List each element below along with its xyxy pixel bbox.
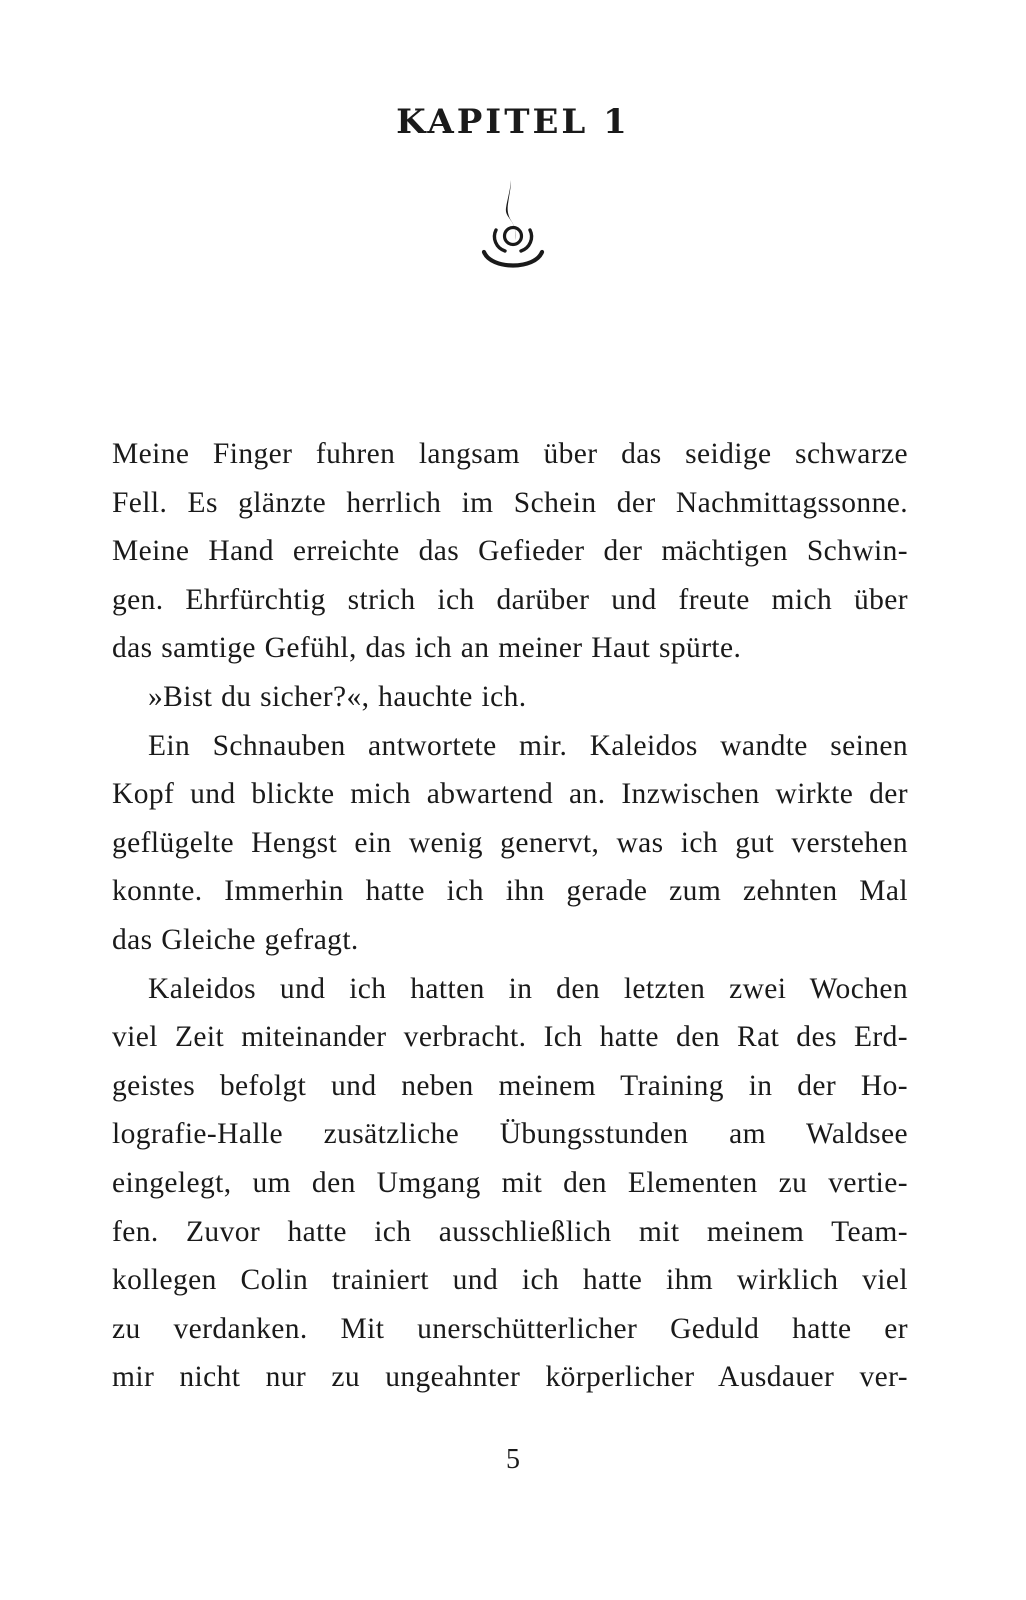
text-line: Meine Hand erreichte das Gefieder der mächtigen Schwin- [112, 535, 908, 568]
chapter-title: KAPITEL 1 [396, 102, 630, 142]
page-number: 5 [506, 1444, 520, 1475]
text-line: zu verdanken. Mit unerschütterlicher Geduld hatte er [112, 1312, 908, 1345]
text-line: fen. Zuvor hatte ich ausschließlich mit meinem Team- [112, 1215, 908, 1248]
chapter-body [112, 430, 908, 1450]
text-line: »Bist du sicher?«, hauchte ich. [148, 680, 527, 713]
text-line: geflügelte Hengst ein wenig genervt, was ich gut verstehen [112, 826, 908, 859]
text-line: Fell. Es glänzte herrlich im Schein der Nachmittagssonne. [112, 486, 908, 519]
flame-ornament-icon [477, 178, 549, 278]
text-line: das samtige Gefühl, das ich an meiner Haut spürte. [112, 632, 742, 665]
text-line: mir nicht nur zu ungeahnter körperlicher Ausdauer ver- [112, 1361, 908, 1394]
text-line: kollegen Colin trainiert und ich hatte ihm wirklich viel [112, 1264, 908, 1297]
text-line: Kaleidos und ich hatten in den letzten zwei Wochen [148, 972, 908, 1005]
text-line: geistes befolgt und neben meinem Training in der Ho- [112, 1069, 908, 1102]
text-line: konnte. Immerhin hatte ich ihn gerade zum zehnten Mal [112, 875, 908, 908]
text-line: gen. Ehrfürchtig strich ich darüber und freute mich über [112, 583, 908, 616]
text-line: eingelegt, um den Umgang mit den Elementen zu vertie- [112, 1166, 908, 1199]
paragraph [112, 722, 908, 965]
text-line: Meine Finger fuhren langsam über das seidige schwarze [112, 438, 908, 470]
paragraph [112, 430, 908, 673]
text-line: lografie-Halle zusätzliche Übungsstunden am Waldsee [112, 1118, 908, 1151]
text-line: viel Zeit miteinander verbracht. Ich hatte den Rat des Erd- [112, 1021, 908, 1054]
paragraph [112, 673, 908, 722]
text-line: das Gleiche gefragt. [112, 923, 359, 956]
paragraph [112, 965, 908, 1451]
text-line: Ein Schnauben antwortete mir. Kaleidos wandte seinen [148, 729, 908, 762]
text-line: Kopf und blickte mich abwartend an. Inzwischen wirkte der [112, 778, 908, 811]
